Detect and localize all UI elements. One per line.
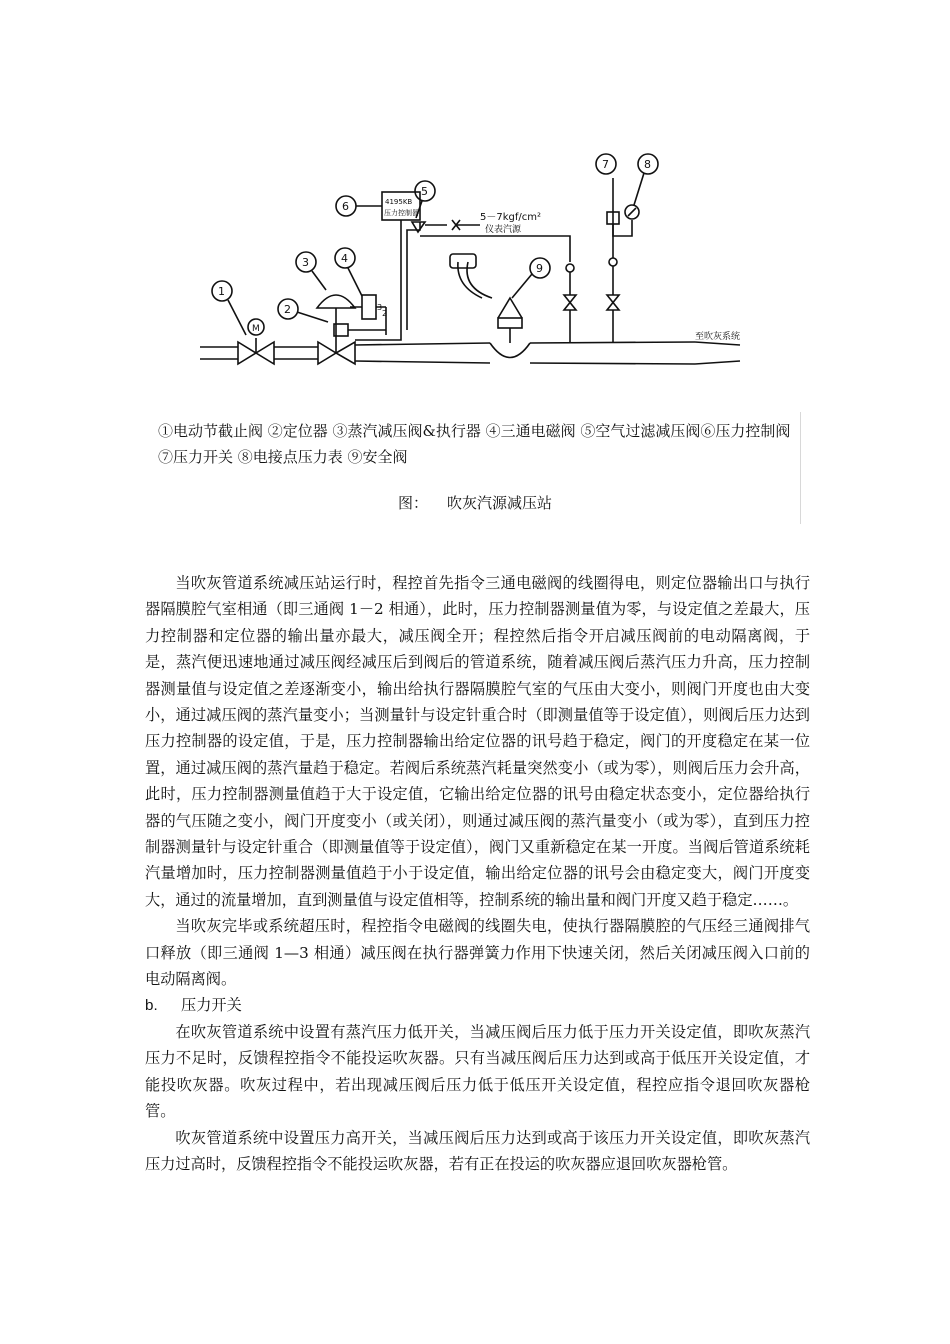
- to-system-label: 至吹灰系统: [695, 332, 741, 342]
- air-source-label: 仪表汽源: [485, 225, 522, 235]
- figure-title: 图： 吹灰汽源减压站: [397, 494, 553, 512]
- callout-2: 2: [284, 303, 291, 316]
- callout-1: 1: [218, 285, 225, 298]
- controller-name: 压力控制器: [384, 209, 419, 217]
- callout-5: 5: [421, 185, 428, 198]
- callout-9: 9: [536, 262, 543, 275]
- section-heading: [145, 993, 810, 1019]
- paragraph-operation: 当吹灰管道系统减压站运行时，程控首先指令三通电磁阀的线圈得电，则定位器输出口与执行器隔膜腔气室相通（即三通阀 1－2 相通），此时，压力控制器测量值为零，与设定值之差最大，压力控制器和定位器的输出量亦最大，减压阀全开；程控然后指令开启减压阀前的电动隔离阀，于是，蒸汽便迅速地通过减压阀经减压后到阀后的管道系统，随着减压阀后蒸汽压力升高，压力控制器测量值与设定值之差逐渐变小，输出给执行器隔膜腔气室的气压由大变小，则阀门开度也由大变小，通过减压阀的蒸汽量变小；当测量针与设定针重合时（即测量值等于设定值），则阀后压力达到压力控制器的设定值，于是，压力控制器输出给定位器的讯号趋于稳定，阀门的开度稳定在某一位置，通过减压阀的蒸汽量趋于稳定。若阀后系统蒸汽耗量突然变小（或为零），则阀后压力会升高，此时，压力控制器测量值趋于大于设定值，它输出给定位器的讯号由稳定状态变小，定位器给执行器的气压随之变小，阀门开度变小（或关闭），则通过减压阀的蒸汽量变小（或为零），直到压力控制器测量针与设定针重合（即测量值等于设定值），阀门又重新稳定在某一开度。当阀后管道系统耗汽量增加时，压力控制器测量值趋于小于设定值，输出给定位器的讯号会由稳定变大，阀门开度变大，通过的流量增加，直到测量值与设定值相等，控制系统的输出量和阀门开度又趋于稳定……。: [145, 574, 810, 909]
- figure-caption: [150, 412, 801, 524]
- paragraph-high-switch: 吹灰管道系统中设置压力高开关，当减压阀后压力达到或高于该压力开关设定值，即吹灰蒸汽压力过高时，反馈程控指令不能投运吹灰器，若有正在投运的吹灰器应退回吹灰器枪管。: [145, 1128, 810, 1173]
- solenoid-port-2: 2: [382, 309, 388, 318]
- controller-model: 4195KB: [385, 198, 413, 206]
- callout-7: 7: [602, 158, 609, 171]
- figure-legend: ①电动节截止阀 ②定位器 ③蒸汽减压阀&执行器 ④三通电磁阀 ⑤空气过滤减压阀⑥压力控制阀 ⑦压力开关 ⑧电接点压力表 ⑨安全阀: [158, 422, 791, 466]
- section-title: 压力开关: [181, 996, 242, 1014]
- solenoid-port-3: 3: [377, 303, 383, 312]
- callout-3: 3: [302, 256, 309, 269]
- body-text: [145, 570, 810, 1177]
- section-number: b.: [145, 996, 158, 1014]
- callout-6: 6: [342, 200, 349, 213]
- air-pressure-label: 5－7kgf/cm²: [480, 212, 542, 223]
- callout-4: 4: [341, 252, 348, 265]
- motor-label: M: [252, 324, 260, 334]
- pressure-reducing-station-diagram: [150, 150, 800, 380]
- paragraph-shutdown: 当吹灰完毕或系统超压时，程控指令电磁阀的线圈失电，使执行器隔膜腔的气压经三通阀排气口释放（即三通阀 1—3 相通）减压阀在执行器弹簧力作用下快速关闭，然后关闭减压阀入口前的电动隔离阀。: [145, 917, 810, 989]
- paragraph-low-switch: 在吹灰管道系统中设置有蒸汽压力低开关，当减压阀后压力低于压力开关设定值，即吹灰蒸汽压力不足时，反馈程控指令不能投运吹灰器。只有当减压阀后压力达到或高于低压开关设定值，才能投吹灰器。吹灰过程中，若出现减压阀后压力低于低压开关设定值，程控应指令退回吹灰器枪管。: [145, 1022, 810, 1121]
- callout-8: 8: [644, 158, 651, 171]
